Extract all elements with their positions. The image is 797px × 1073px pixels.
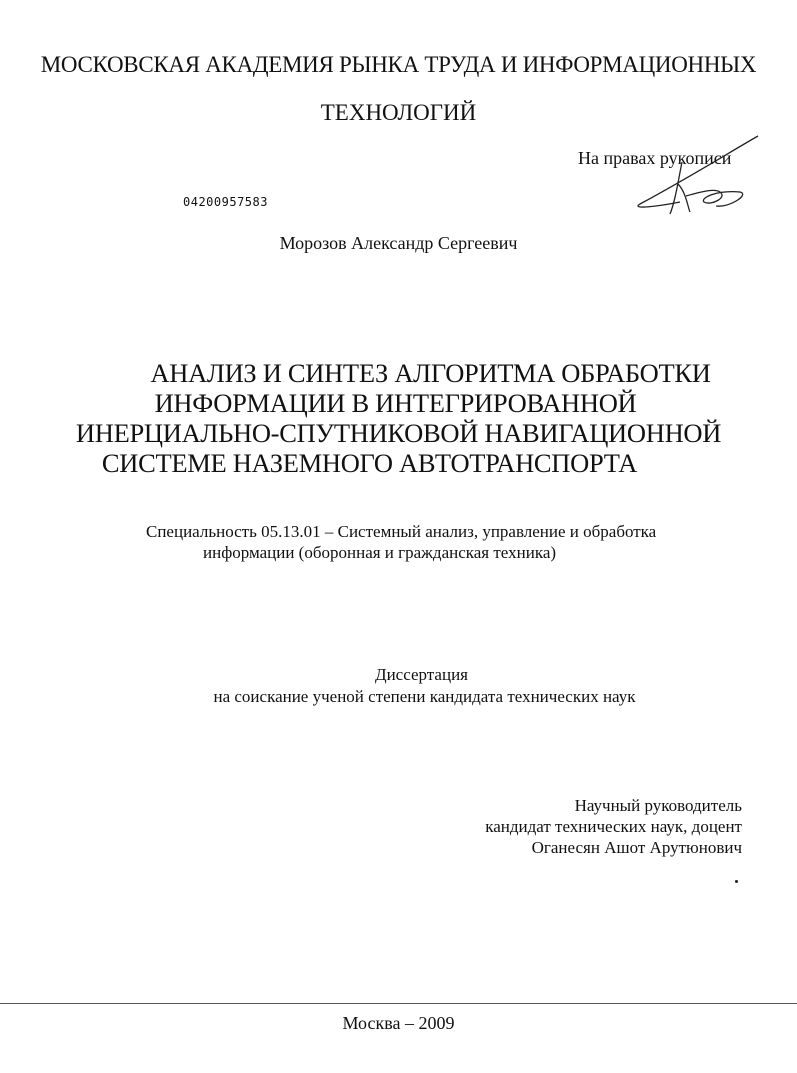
- rights-note: На правах рукописи: [578, 148, 732, 168]
- title-line: АНАЛИЗ И СИНТЕЗ АЛГОРИТМА ОБРАБОТКИ: [150, 358, 711, 388]
- specialty-line2: информации (оборонная и гражданская техника): [203, 543, 557, 562]
- organization-name-line2: ТЕХНОЛОГИЙ: [320, 100, 477, 125]
- organization-name-line1: МОСКОВСКАЯ АКАДЕМИЯ РЫНКА ТРУДА И ИНФОРМАЦИОННЫХ: [40, 52, 757, 77]
- catalog-code: 04200957583: [183, 195, 268, 209]
- title-line: СИСТЕМЕ НАЗЕМНОГО АВТОТРАНСПОРТА: [101, 448, 638, 478]
- degree-sought: на соискание ученой степени кандидата технических наук: [213, 687, 636, 706]
- supervisor-role: Научный руководитель: [574, 796, 742, 815]
- scan-speck: [735, 880, 738, 883]
- supervisor-name: Оганесян Ашот Арутюнович: [531, 838, 742, 857]
- specialty-line1: Специальность 05.13.01 – Системный анализ, управление и обработка: [146, 522, 657, 541]
- dissertation-title: [0, 358, 797, 478]
- supervisor-block: [485, 795, 742, 858]
- title-line: ИНФОРМАЦИИ В ИНТЕГРИРОВАННОЙ: [154, 388, 637, 418]
- author-name: Морозов Александр Сергеевич: [279, 233, 518, 253]
- supervisor-degree: кандидат технических наук, доцент: [485, 817, 742, 836]
- signature-icon: [620, 132, 770, 222]
- page-divider: [0, 1003, 797, 1004]
- city-year: Москва – 2009: [342, 1013, 455, 1033]
- dissertation-label: Диссертация: [374, 665, 468, 684]
- title-line: ИНЕРЦИАЛЬНО-СПУТНИКОВОЙ НАВИГАЦИОННОЙ: [75, 418, 722, 448]
